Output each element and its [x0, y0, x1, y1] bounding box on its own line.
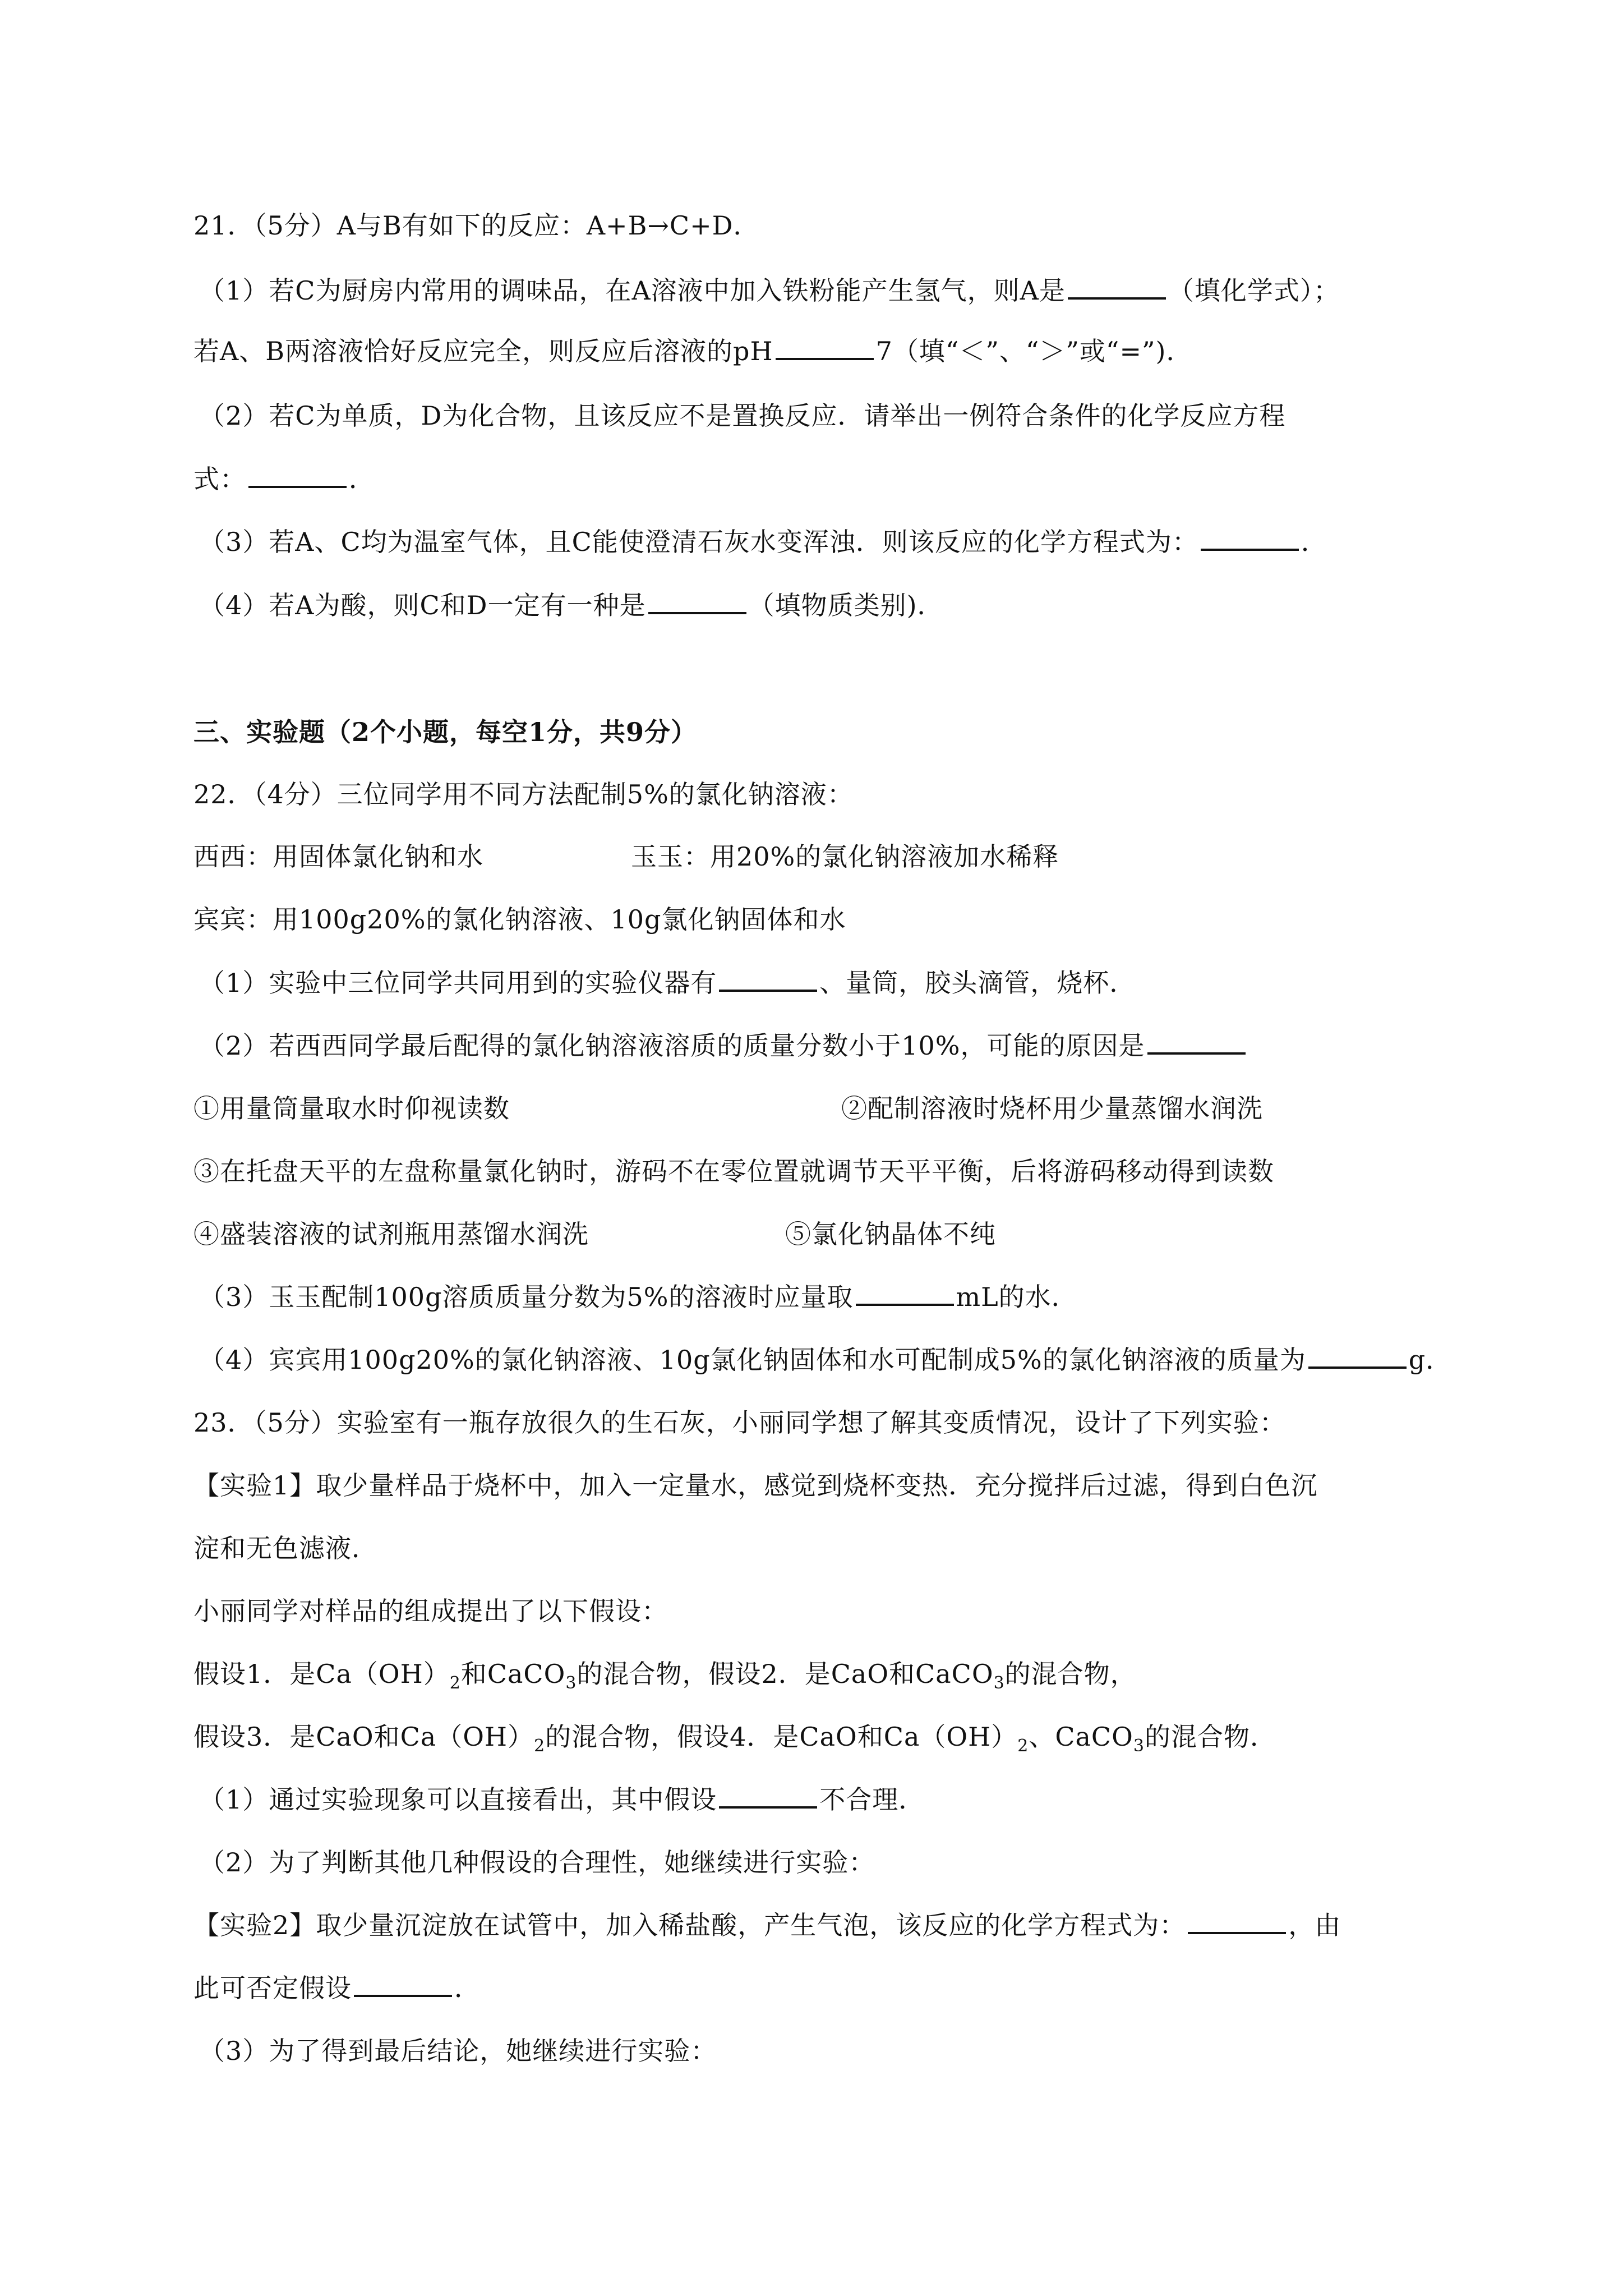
answer-blank[interactable]: [1308, 1344, 1407, 1369]
answer-blank[interactable]: [1147, 1030, 1246, 1055]
q23-hypotheses-1-2: 假设1．是$Ca(OH)_2$和CaCO$_3$的混合物，假设2．是CaO和CaCO$_3$的混合物，: [193, 1659, 1137, 1694]
q23-hypotheses-3-4: 假设3．是CaO和$Ca(OH)_2$的混合物，假设4．是CaO和$Ca(OH)_2$、CaCO$_3$的混合物．: [193, 1722, 1276, 1756]
q22-option-2: ②配制溶液时烧杯用少量蒸馏水润洗: [841, 1093, 1263, 1124]
q22-option-4: ④盛装溶液的试剂瓶用蒸馏水润洗: [193, 1219, 589, 1249]
q22-part2: （2）若西西同学最后配得的氯化钠溶液溶质的质量分数小于10%，可能的原因是: [199, 1029, 1248, 1062]
answer-blank[interactable]: [719, 967, 817, 992]
q21-part1-line1: （1）若C为厨房内常用的调味品，在A溶液中加入铁粉能产生氢气，则A是 （填化学式）；: [199, 275, 1340, 306]
q22-part3: （3）玉玉配制100g溶质质量分数为5%的溶液时应量取 mL的水．: [199, 1282, 1078, 1312]
q23-part1: （1）通过实验现象可以直接看出，其中假设 不合理．: [199, 1784, 925, 1815]
answer-blank[interactable]: [1201, 526, 1299, 551]
answer-blank[interactable]: [1188, 1910, 1286, 1934]
q23-experiment2-line2: 此可否定假设 ．: [193, 1973, 481, 2003]
answer-blank[interactable]: [1068, 275, 1166, 300]
q23-experiment2-line1: 【实验2】取少量沉淀放在试管中，加入稀盐酸，产生气泡，该反应的化学方程式为： ，由: [193, 1910, 1341, 1940]
q21-part4: （4）若A为酸，则C和D一定有一种是 （填物质类别)．: [199, 590, 944, 620]
q23-hypothesis-intro: 小丽同学对样品的组成提出了以下假设：: [193, 1596, 668, 1626]
section-title: 三、实验题（2个小题，每空1分，共9分）: [193, 717, 698, 747]
q22-stem: 22．（4分）三位同学用不同方法配制5%的氯化钠溶液：: [193, 779, 854, 809]
q21-part1-line2: 若A、B两溶液恰好反应完全，则反应后溶液的pH 7（填“＜”、“＞”或“=”)．: [193, 336, 1193, 366]
answer-blank[interactable]: [248, 463, 347, 488]
q22-method-yuyu: 玉玉：用20%的氯化钠溶液加水稀释: [631, 841, 1059, 872]
q21-part2-line2: 式： ．: [193, 464, 375, 494]
q22-option-3: ③在托盘天平的左盘称量氯化钠时，游码不在零位置就调节天平平衡，后将游码移动得到读数: [193, 1156, 1274, 1186]
q22-method-binbin: 宾宾：用100g20%的氯化钠溶液、10g氯化钠固体和水: [193, 904, 846, 935]
q21-part3: （3）若A、C均为温室气体，且C能使澄清石灰水变浑浊．则该反应的化学方程式为： ．: [199, 527, 1327, 557]
answer-blank[interactable]: [354, 1972, 452, 1997]
answer-blank[interactable]: [856, 1281, 954, 1306]
q22-option-1: ①用量筒量取水时仰视读数: [193, 1093, 510, 1124]
q23-part2: （2）为了判断其他几种假设的合理性，她继续进行实验：: [199, 1847, 875, 1878]
q23-experiment1-line2: 淀和无色滤液．: [193, 1533, 378, 1563]
q23-experiment1-line1: 【实验1】取少量样品于烧杯中，加入一定量水，感觉到烧杯变热．充分搅拌后过滤，得到白色沉: [193, 1470, 1318, 1501]
q22-method-xixi: 西西：用固体氯化钠和水: [193, 841, 483, 872]
q23-stem: 23．（5分）实验室有一瓶存放很久的生石灰，小丽同学想了解其变质情况，设计了下列实验：: [193, 1407, 1286, 1438]
answer-blank[interactable]: [648, 590, 746, 614]
q22-option-5: ⑤氯化钠晶体不纯: [785, 1219, 996, 1249]
answer-blank[interactable]: [776, 335, 874, 360]
answer-blank[interactable]: [719, 1784, 817, 1809]
q22-part4: （4）宾宾用100g20%的氯化钠溶液、10g氯化钠固体和水可配制成5%的氯化钠溶液的质量为 g．: [199, 1345, 1453, 1375]
q21-stem: 21．（5分）A与B有如下的反应：A+B→C+D．: [193, 210, 760, 241]
q22-part1: （1）实验中三位同学共同用到的实验仪器有 、量筒，胶头滴管，烧杯．: [199, 968, 1136, 998]
q23-part3: （3）为了得到最后结论，她继续进行实验：: [199, 2036, 717, 2066]
q21-part2-line1: （2）若C为单质，D为化合物，且该反应不是置换反应．请举出一例符合条件的化学反应方程: [199, 401, 1286, 431]
